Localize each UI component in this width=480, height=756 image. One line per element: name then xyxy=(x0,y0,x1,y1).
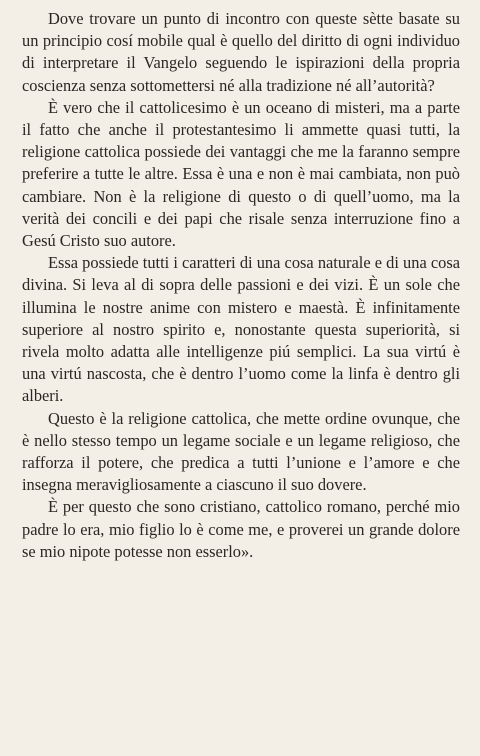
paragraph-5: È per questo che sono cristiano, cattolico romano, perché mio padre lo era, mio figlio lo è come me, e proverei un grande dolore se mio nipote potesse non esserlo». xyxy=(22,497,460,561)
paragraph-2: È vero che il cattolicesimo è un oceano di misteri, ma a parte il fatto che anche il protestantesimo li ammette quasi tutti, la religione cattolica possiede dei vantaggi che me la faranno sempre preferire a tutte le altre. Essa è una e non è mai cambiata, non può cambiare. Non è la religione di questo o di quell’uomo, ma la verità dei concili e dei papi che risale senza interruzione fino a Gesú Cristo suo autore. xyxy=(22,97,460,251)
paragraph-3: Essa possiede tutti i caratteri di una cosa naturale e di una cosa divina. Si leva al di sopra delle passioni e dei vizi. È un sole che illumina le nostre anime con mistero e maestà. È infinitamente superiore al nostro spirito e, nonostante questa superiorità, si rivela molto adatta alle intelligenze piú semplici. La sua virtú è una virtú nascosta, che è dentro l’uomo come la linfa è dentro gli alberi. xyxy=(22,253,460,406)
paragraph-4: Questo è la religione cattolica, che mette ordine ovunque, che è nello stesso tempo un legame sociale e un legame religioso, che rafforza il potere, che predica a tutti l’unione e l’amore e che insegna meravigliosamente a ciascuno il suo dovere. xyxy=(22,408,460,495)
paragraph-1: Dove trovare un punto di incontro con queste sètte basate su un principio cosí mobile qual è quello del diritto di ogni individuo di interpretare il Vangelo seguendo le ispirazioni della propria coscienza senza sottomettersi né alla tradizione né all’autorità? xyxy=(22,9,460,95)
